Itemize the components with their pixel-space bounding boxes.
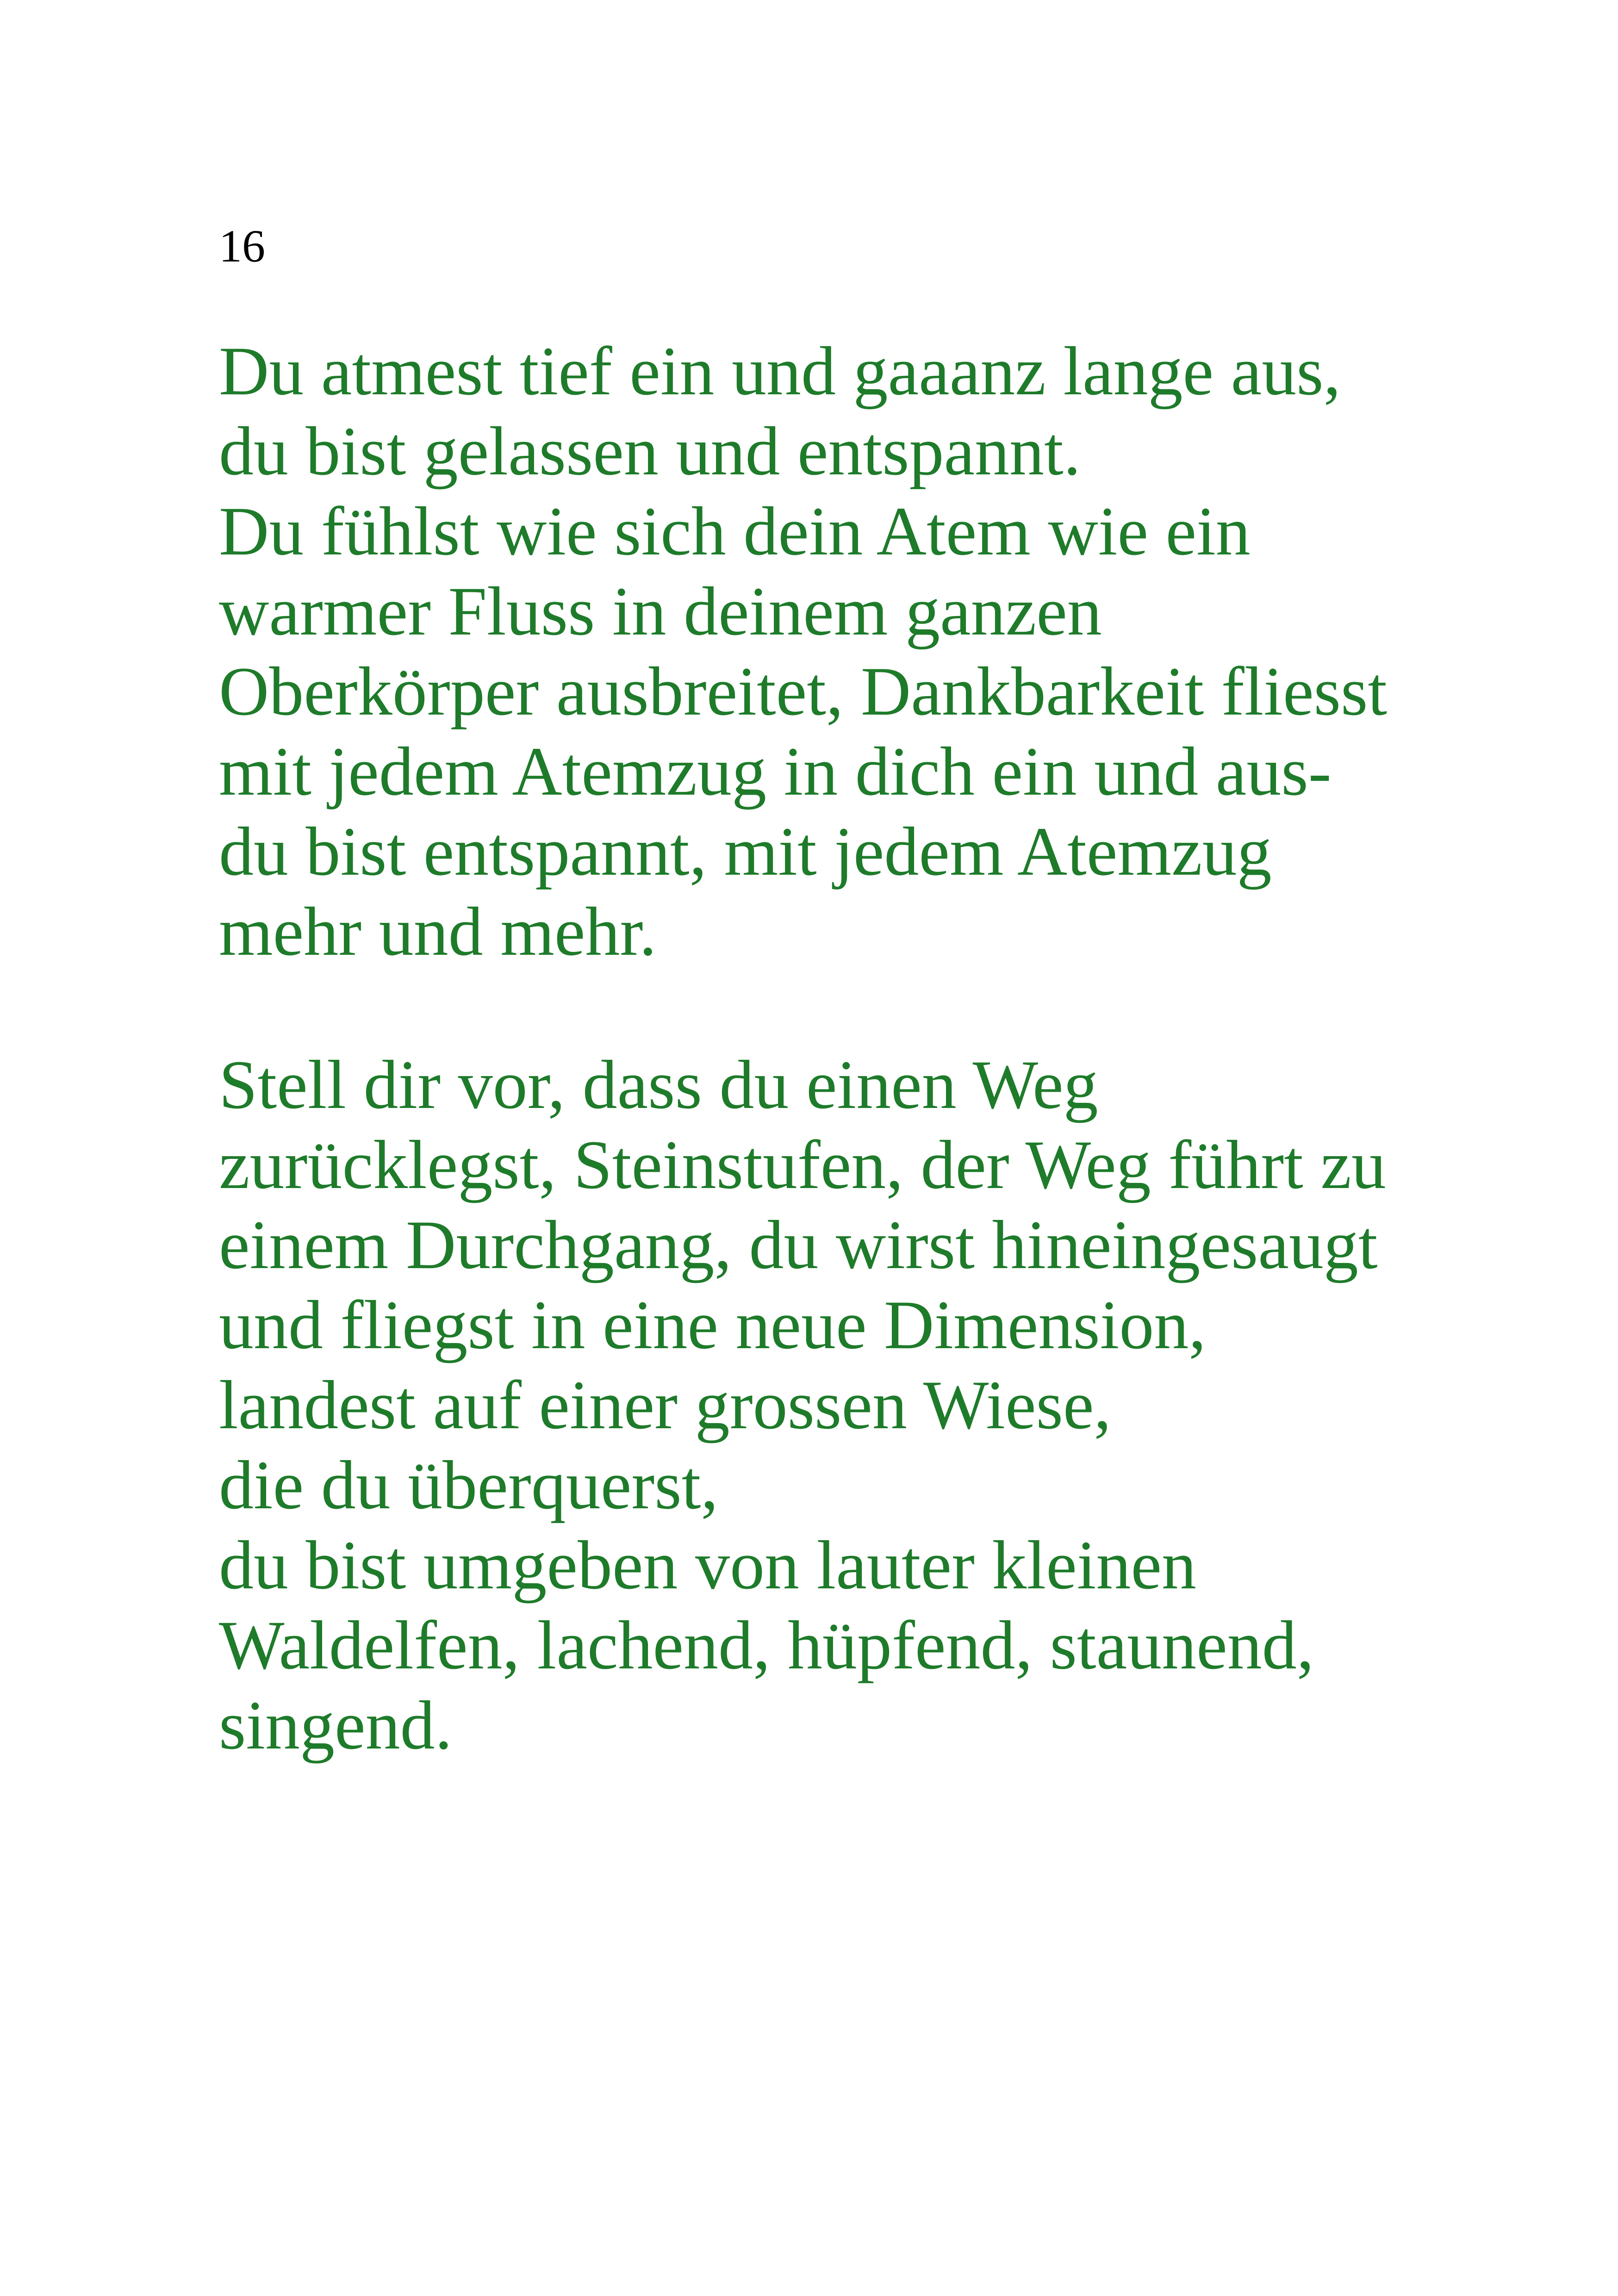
text-line: Oberkörper ausbreitet, Dankbarkeit fliesst — [219, 653, 1388, 730]
text-line: Du fühlst wie sich dein Atem wie ein — [219, 493, 1251, 570]
paragraph-journey — [219, 1045, 1515, 1766]
text-line: einem Durchgang, du wirst hineingesaugt — [219, 1207, 1378, 1283]
text-line: mit jedem Atemzug in dich ein und aus- — [219, 733, 1332, 810]
text-line: und fliegst in eine neue Dimension, — [219, 1287, 1206, 1363]
text-line: Waldelfen, lachend, hüpfend, staunend, — [219, 1607, 1314, 1684]
text-line: du bist gelassen und entspannt. — [219, 413, 1081, 490]
text-line: singend. — [219, 1687, 453, 1764]
text-line: du bist entspannt, mit jedem Atemzug — [219, 813, 1272, 890]
text-line: warmer Fluss in deinem ganzen — [219, 573, 1102, 650]
text-line: landest auf einer grossen Wiese, — [219, 1367, 1112, 1444]
text-line: mehr und mehr. — [219, 893, 657, 970]
page-number: 16 — [219, 220, 265, 272]
paragraph-breathing — [219, 331, 1515, 972]
text-line: zurücklegst, Steinstufen, der Weg führt zu — [219, 1126, 1386, 1203]
text-line: Stell dir vor, dass du einen Weg — [219, 1046, 1098, 1123]
text-line: die du überquerst, — [219, 1447, 718, 1524]
text-line: du bist umgeben von lauter kleinen — [219, 1527, 1197, 1604]
text-line: Du atmest tief ein und gaaanz lange aus, — [219, 333, 1341, 410]
